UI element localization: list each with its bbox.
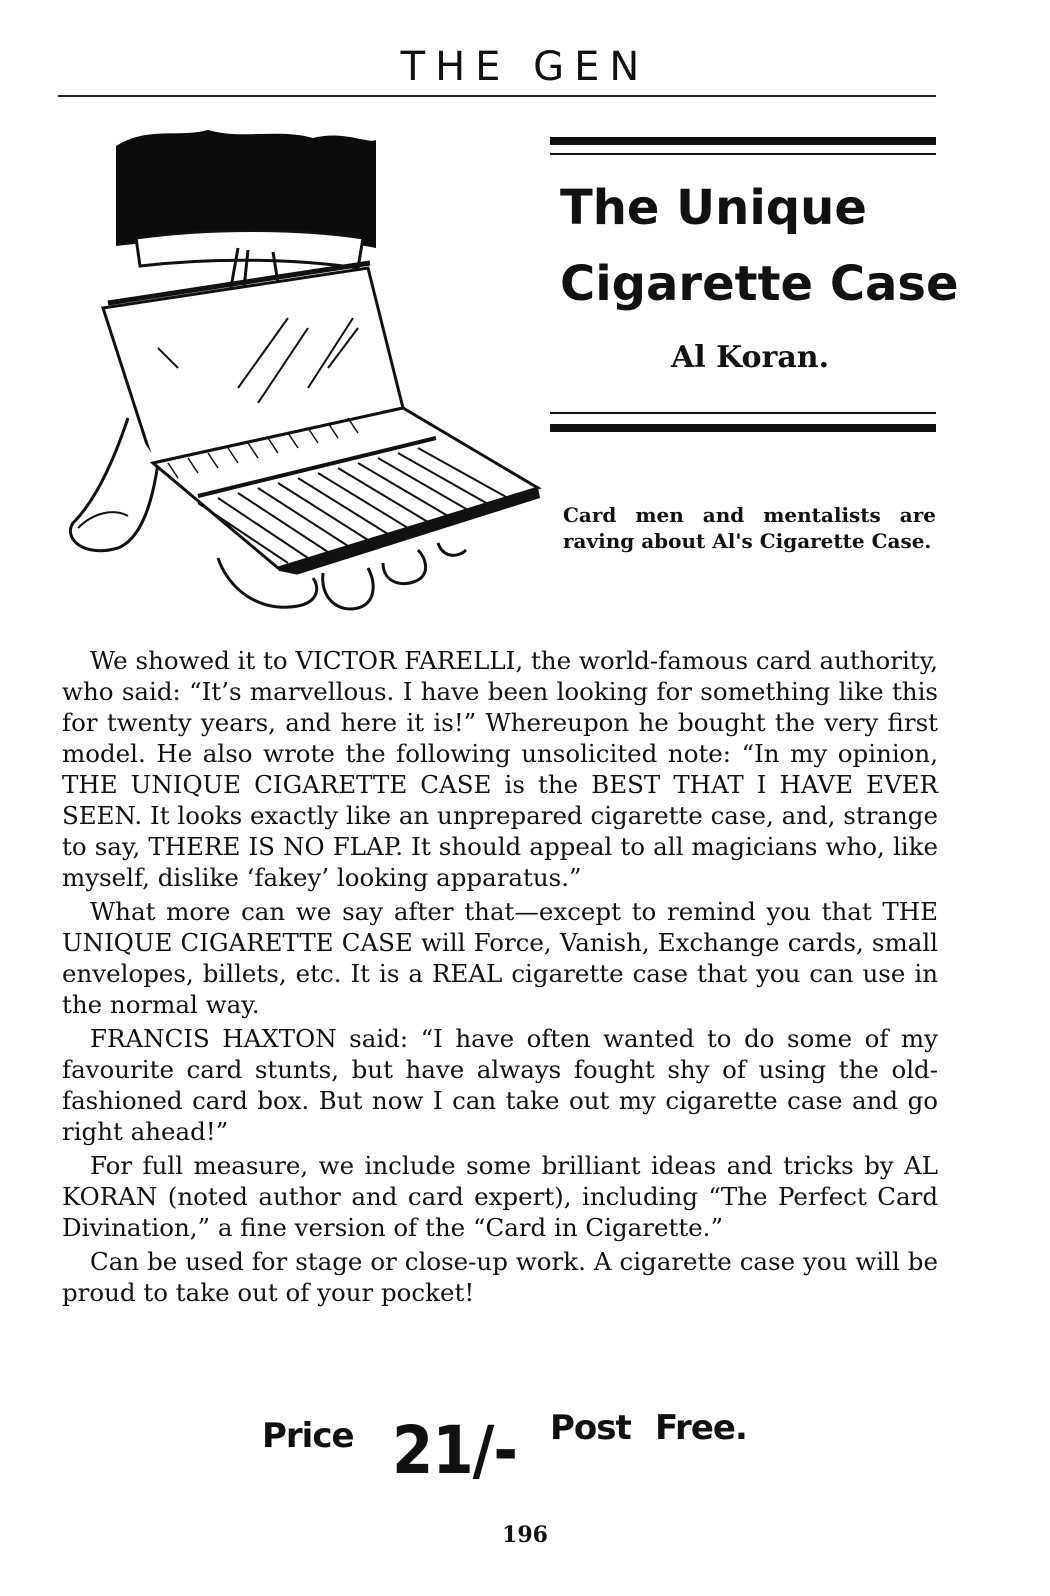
cigarette-case-illustration — [58, 118, 558, 638]
article-body — [62, 645, 938, 1311]
price-amount: 21/- — [392, 1412, 517, 1489]
paragraph: What more can we say after that—except to remind you that THE UNIQUE CIGARETTE CASE will Force, Vanish, Exchange cards, small envelopes, billets, etc. It is a REAL cigarette case that you can use in the normal way. — [62, 897, 938, 1019]
post-label: Post — [550, 1408, 631, 1448]
title-bottom-rule — [550, 424, 936, 432]
title-line-1: The Unique — [560, 180, 867, 236]
price-label: Price — [262, 1416, 354, 1456]
title-bottom-thin-rule — [550, 412, 936, 414]
free-label: Free. — [655, 1408, 747, 1448]
header-rule — [58, 95, 936, 97]
paragraph: For full measure, we include some brilliant ideas and tricks by AL KORAN (noted author and card expert), including “The Perfect Card Divination,” a fine version of the “Card in Cigarette.” — [62, 1151, 938, 1242]
title-top-thin-rule — [550, 153, 936, 155]
byline: Al Koran. — [670, 340, 830, 375]
running-head: THE GEN — [400, 44, 650, 90]
title-top-rule — [550, 137, 936, 145]
paragraph: We showed it to VICTOR FARELLI, the world-famous card authority, who said: “It’s marvellous. I have been looking for something like this for twenty years, and here it is!” Whereupon he bought the very first model. He also wrote the following unsolicited note: “In my opinion, THE UNIQUE CIGARETTE CASE is the BEST THAT I HAVE EVER SEEN. It looks exactly like an unprepared cigarette case, and, strange to say, THERE IS NO FLAP. It should appeal to all magicians who, like myself, dislike ‘fakey’ looking apparatus.” — [62, 646, 938, 892]
paragraph: Can be used for stage or close-up work. A cigarette case you will be proud to take out of your pocket! — [62, 1247, 938, 1307]
paragraph: FRANCIS HAXTON said: “I have often wanted to do some of my favourite card stunts, but have always fought shy of using the old-fashioned card box. But now I can take out my cigarette case and go right ahead!” — [62, 1024, 938, 1146]
intro-blurb: Card men and mentalists are raving about Al's Cigarette Case. — [563, 503, 936, 553]
price-line — [0, 1402, 1050, 1492]
page-number: 196 — [502, 1522, 548, 1548]
title-line-2: Cigarette Case — [560, 256, 959, 312]
